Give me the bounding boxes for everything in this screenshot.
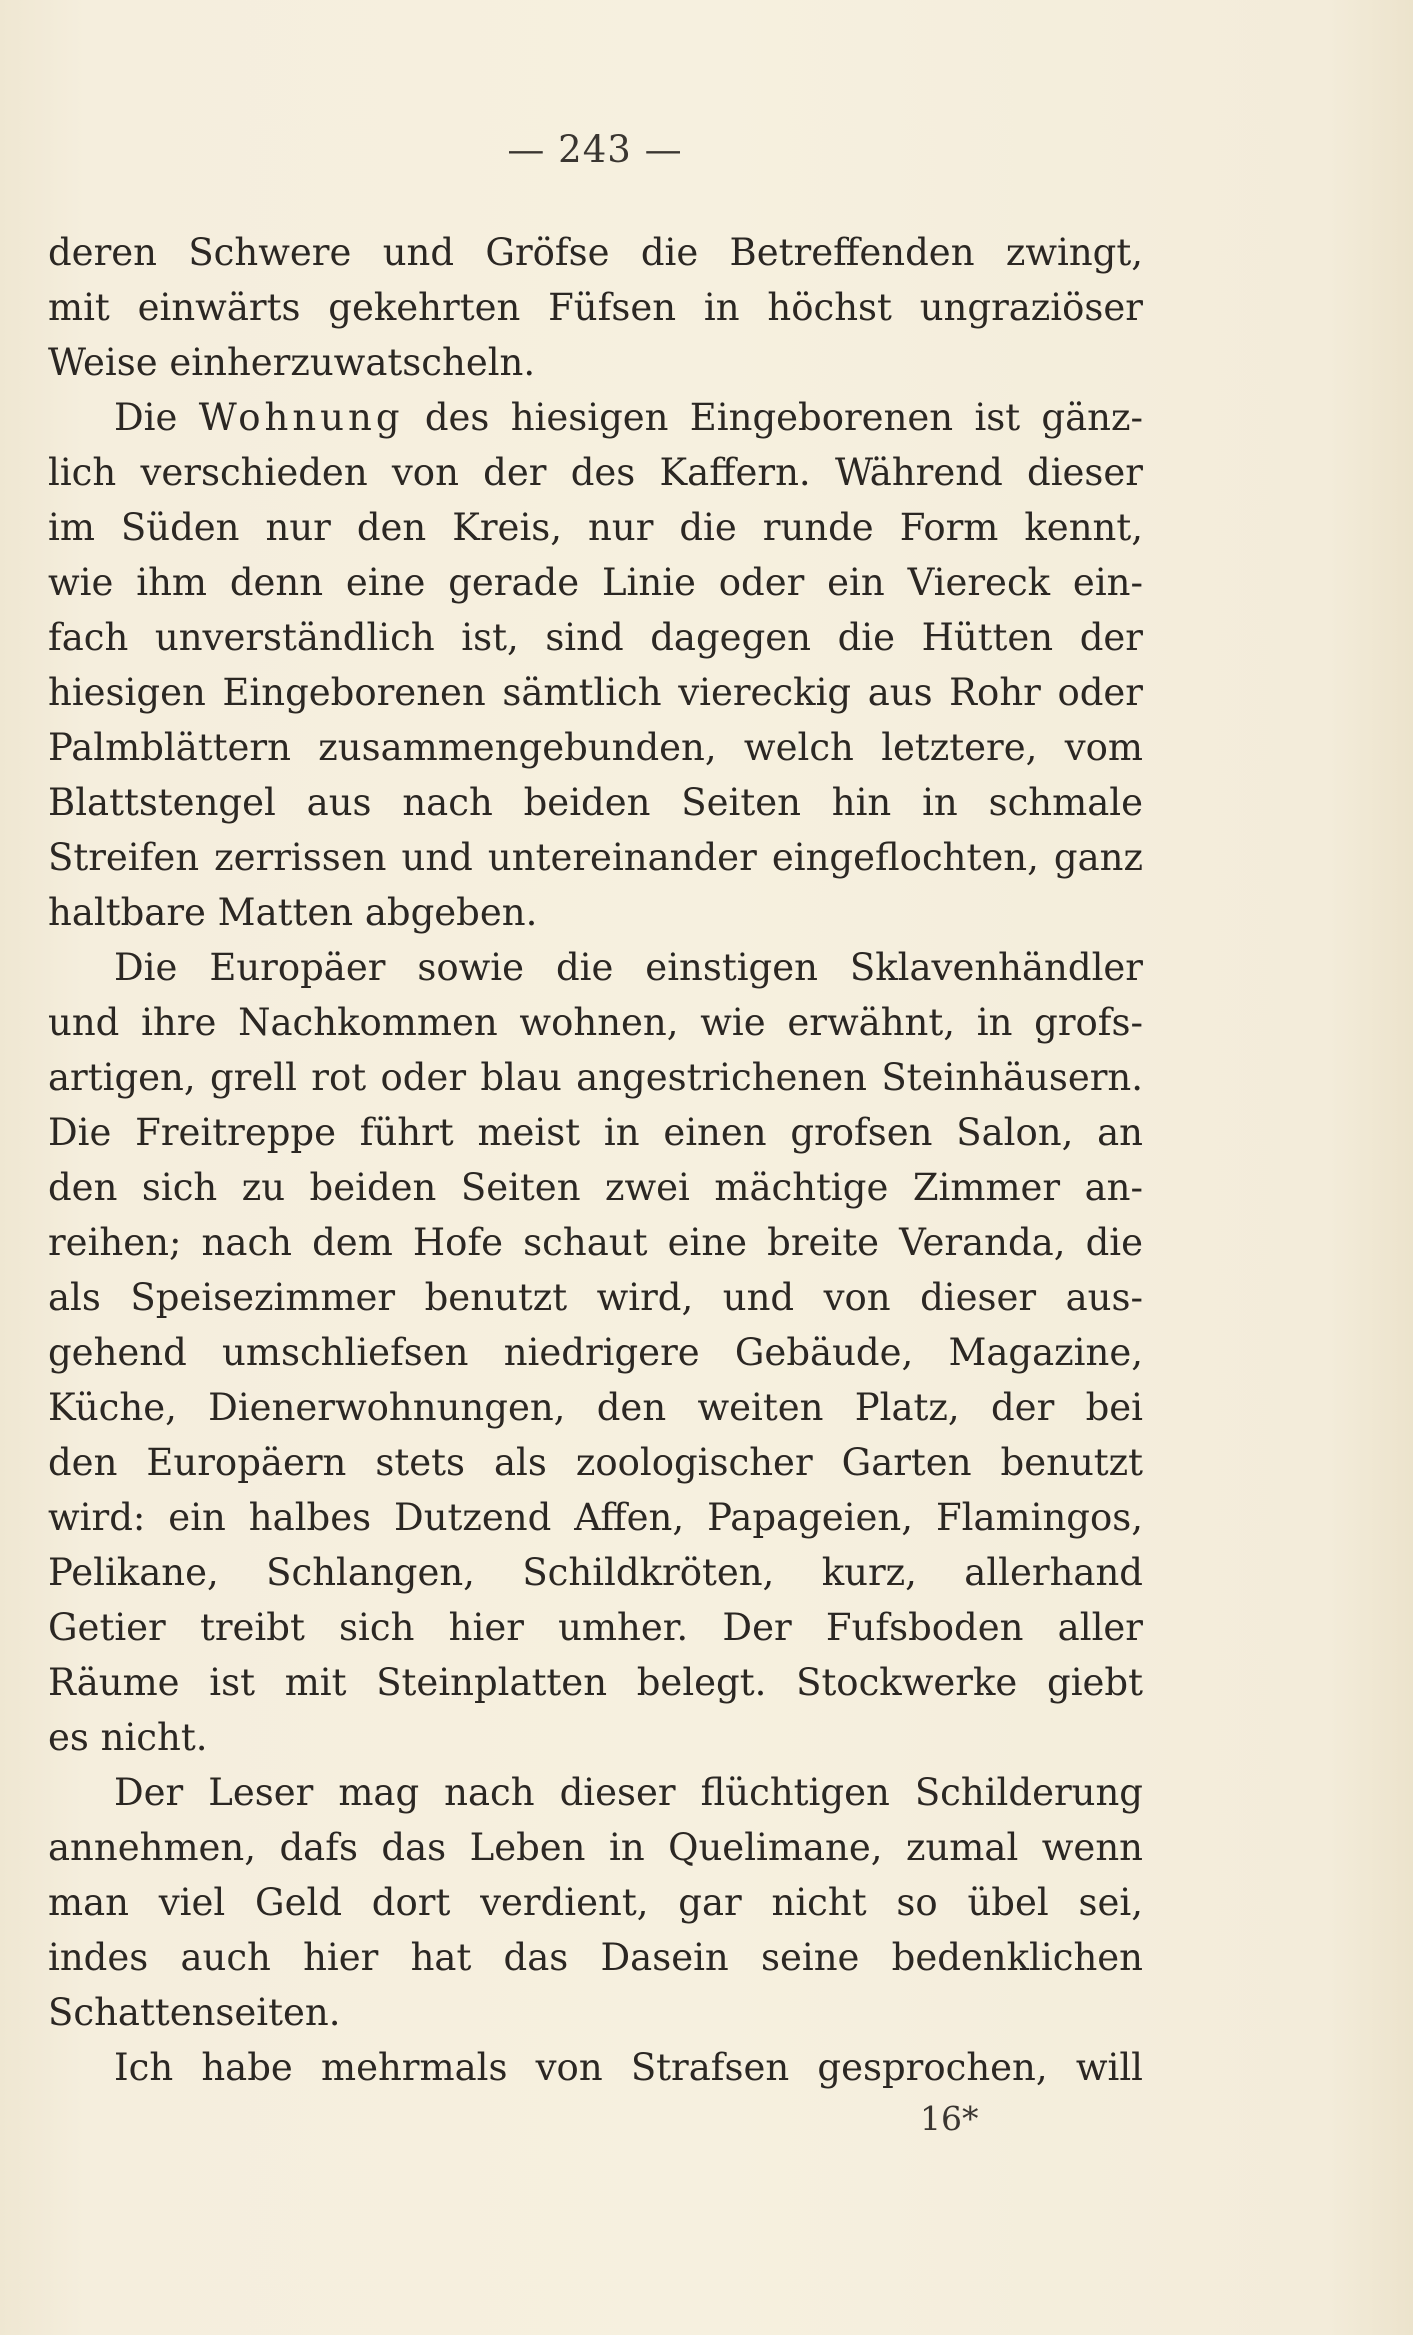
signature-mark: 16* [920,2099,979,2138]
text-line: Palmblättern zusammengebunden, welch letztere, vom [48,726,1143,769]
text-line: reihen; nach dem Hofe schaut eine breite Veranda, die [48,1221,1143,1264]
text-line: gehend umschliefsen niedrigere Gebäude, Magazine, [48,1331,1143,1374]
text-line: Ich habe mehrmals von Strafsen gesprochen, will [114,2046,1143,2089]
text-line: im Süden nur den Kreis, nur die runde Form kennt, [48,506,1143,549]
text-line: und ihre Nachkommen wohnen, wie erwähnt, in grofs- [48,1001,1143,1044]
text-line: artigen, grell rot oder blau angestrichenen Steinhäusern. [48,1056,1143,1099]
text-line: wie ihm denn eine gerade Linie oder ein Viereck ein- [48,561,1143,604]
text-line: hiesigen Eingeborenen sämtlich viereckig aus Rohr oder [48,671,1143,714]
text-line: es nicht. [48,1716,208,1759]
text-line: Getier treibt sich hier umher. Der Fufsboden aller [48,1606,1143,1649]
page-number-header: — 243 — [507,128,683,171]
text-line: Blattstengel aus nach beiden Seiten hin in schmale [48,781,1143,824]
text-line: haltbare Matten abgeben. [48,891,538,934]
text-line: Räume ist mit Steinplatten belegt. Stockwerke giebt [48,1661,1143,1704]
text-line: deren Schwere und Gröfse die Betreffenden zwingt, [48,231,1143,274]
emphasized-word: Wohnung [198,396,404,439]
text-segment: des hiesigen Eingeborenen ist gänz- [403,396,1144,439]
text-line: lich verschieden von der des Kaffern. Während dieser [48,451,1143,494]
text-line [48,390,1143,445]
text-line: Weise einherzuwatscheln. [48,341,536,384]
text-line: den sich zu beiden Seiten zwei mächtige Zimmer an- [48,1166,1143,1209]
text-line: fach unverständlich ist, sind dagegen die Hütten der [48,616,1143,659]
text-line: annehmen, dafs das Leben in Quelimane, zumal wenn [48,1826,1143,1869]
text-line: Streifen zerrissen und untereinander eingeflochten, ganz [48,836,1143,879]
text-segment: Die [114,396,199,439]
text-line: wird: ein halbes Dutzend Affen, Papageien, Flamingos, [48,1496,1143,1539]
text-line: Die Freitreppe führt meist in einen grofsen Salon, an [48,1111,1143,1154]
text-line: den Europäern stets als zoologischer Garten benutzt [48,1441,1143,1484]
text-line: Küche, Dienerwohnungen, den weiten Platz, der bei [48,1386,1143,1429]
text-line: Die Europäer sowie die einstigen Sklavenhändler [114,946,1143,989]
text-line: man viel Geld dort verdient, gar nicht so übel sei, [48,1881,1143,1924]
text-line: indes auch hier hat das Dasein seine bedenklichen [48,1936,1143,1979]
text-line: Pelikane, Schlangen, Schildkröten, kurz, allerhand [48,1551,1143,1594]
body-text [48,225,1143,2095]
text-line: Schattenseiten. [48,1991,341,2034]
text-line: Der Leser mag nach dieser flüchtigen Schilderung [114,1771,1143,1814]
text-line: mit einwärts gekehrten Füfsen in höchst ungraziöser [48,286,1143,329]
text-line: als Speisezimmer benutzt wird, und von dieser aus- [48,1276,1143,1319]
